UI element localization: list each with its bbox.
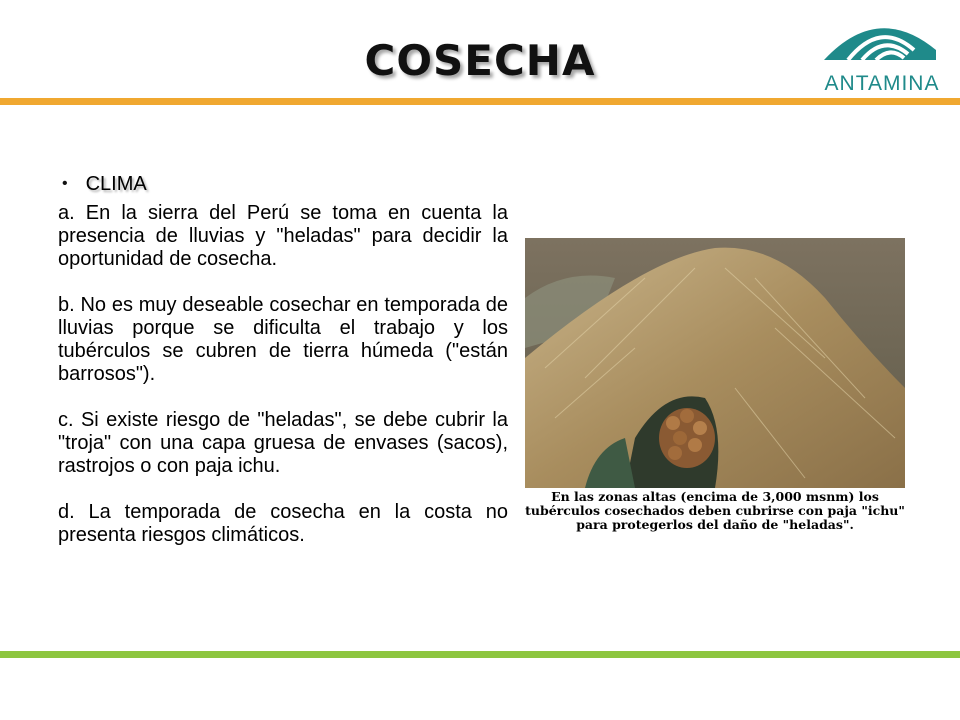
logo-text: ANTAMINA <box>824 72 940 95</box>
bullet-icon: • <box>62 175 68 192</box>
slide-title: COSECHA <box>364 36 596 85</box>
photo-caption: En las zonas altas (encima de 3,000 msnm) los tubérculos cosechados deben cubrirse con paja "ichu" para protegerlos del daño de "heladas". <box>525 489 905 532</box>
bullet-heading <box>62 172 147 196</box>
bullet-heading-text: CLIMA <box>85 173 147 195</box>
top-accent-bar <box>0 98 960 105</box>
straw-troja-photo <box>525 238 905 488</box>
antamina-logo-icon <box>818 10 946 100</box>
bottom-accent-bar <box>0 651 960 658</box>
body-text <box>58 202 508 570</box>
paragraph-b: b. No es muy deseable cosechar en temporada de lluvias porque se dificulta el trabajo y los tubérculos se cubren de tierra húmeda ("están barrosos"). <box>58 294 508 385</box>
paragraph-d: d. La temporada de cosecha en la costa no presenta riesgos climáticos. <box>58 501 508 546</box>
antamina-logo <box>818 10 946 100</box>
paragraph-a: a. En la sierra del Perú se toma en cuenta la presencia de lluvias y "heladas" para decidir la oportunidad de cosecha. <box>58 202 508 270</box>
paragraph-c: c. Si existe riesgo de "heladas", se debe cubrir la "troja" con una capa gruesa de envases (sacos), rastrojos o con paja ichu. <box>58 409 508 477</box>
